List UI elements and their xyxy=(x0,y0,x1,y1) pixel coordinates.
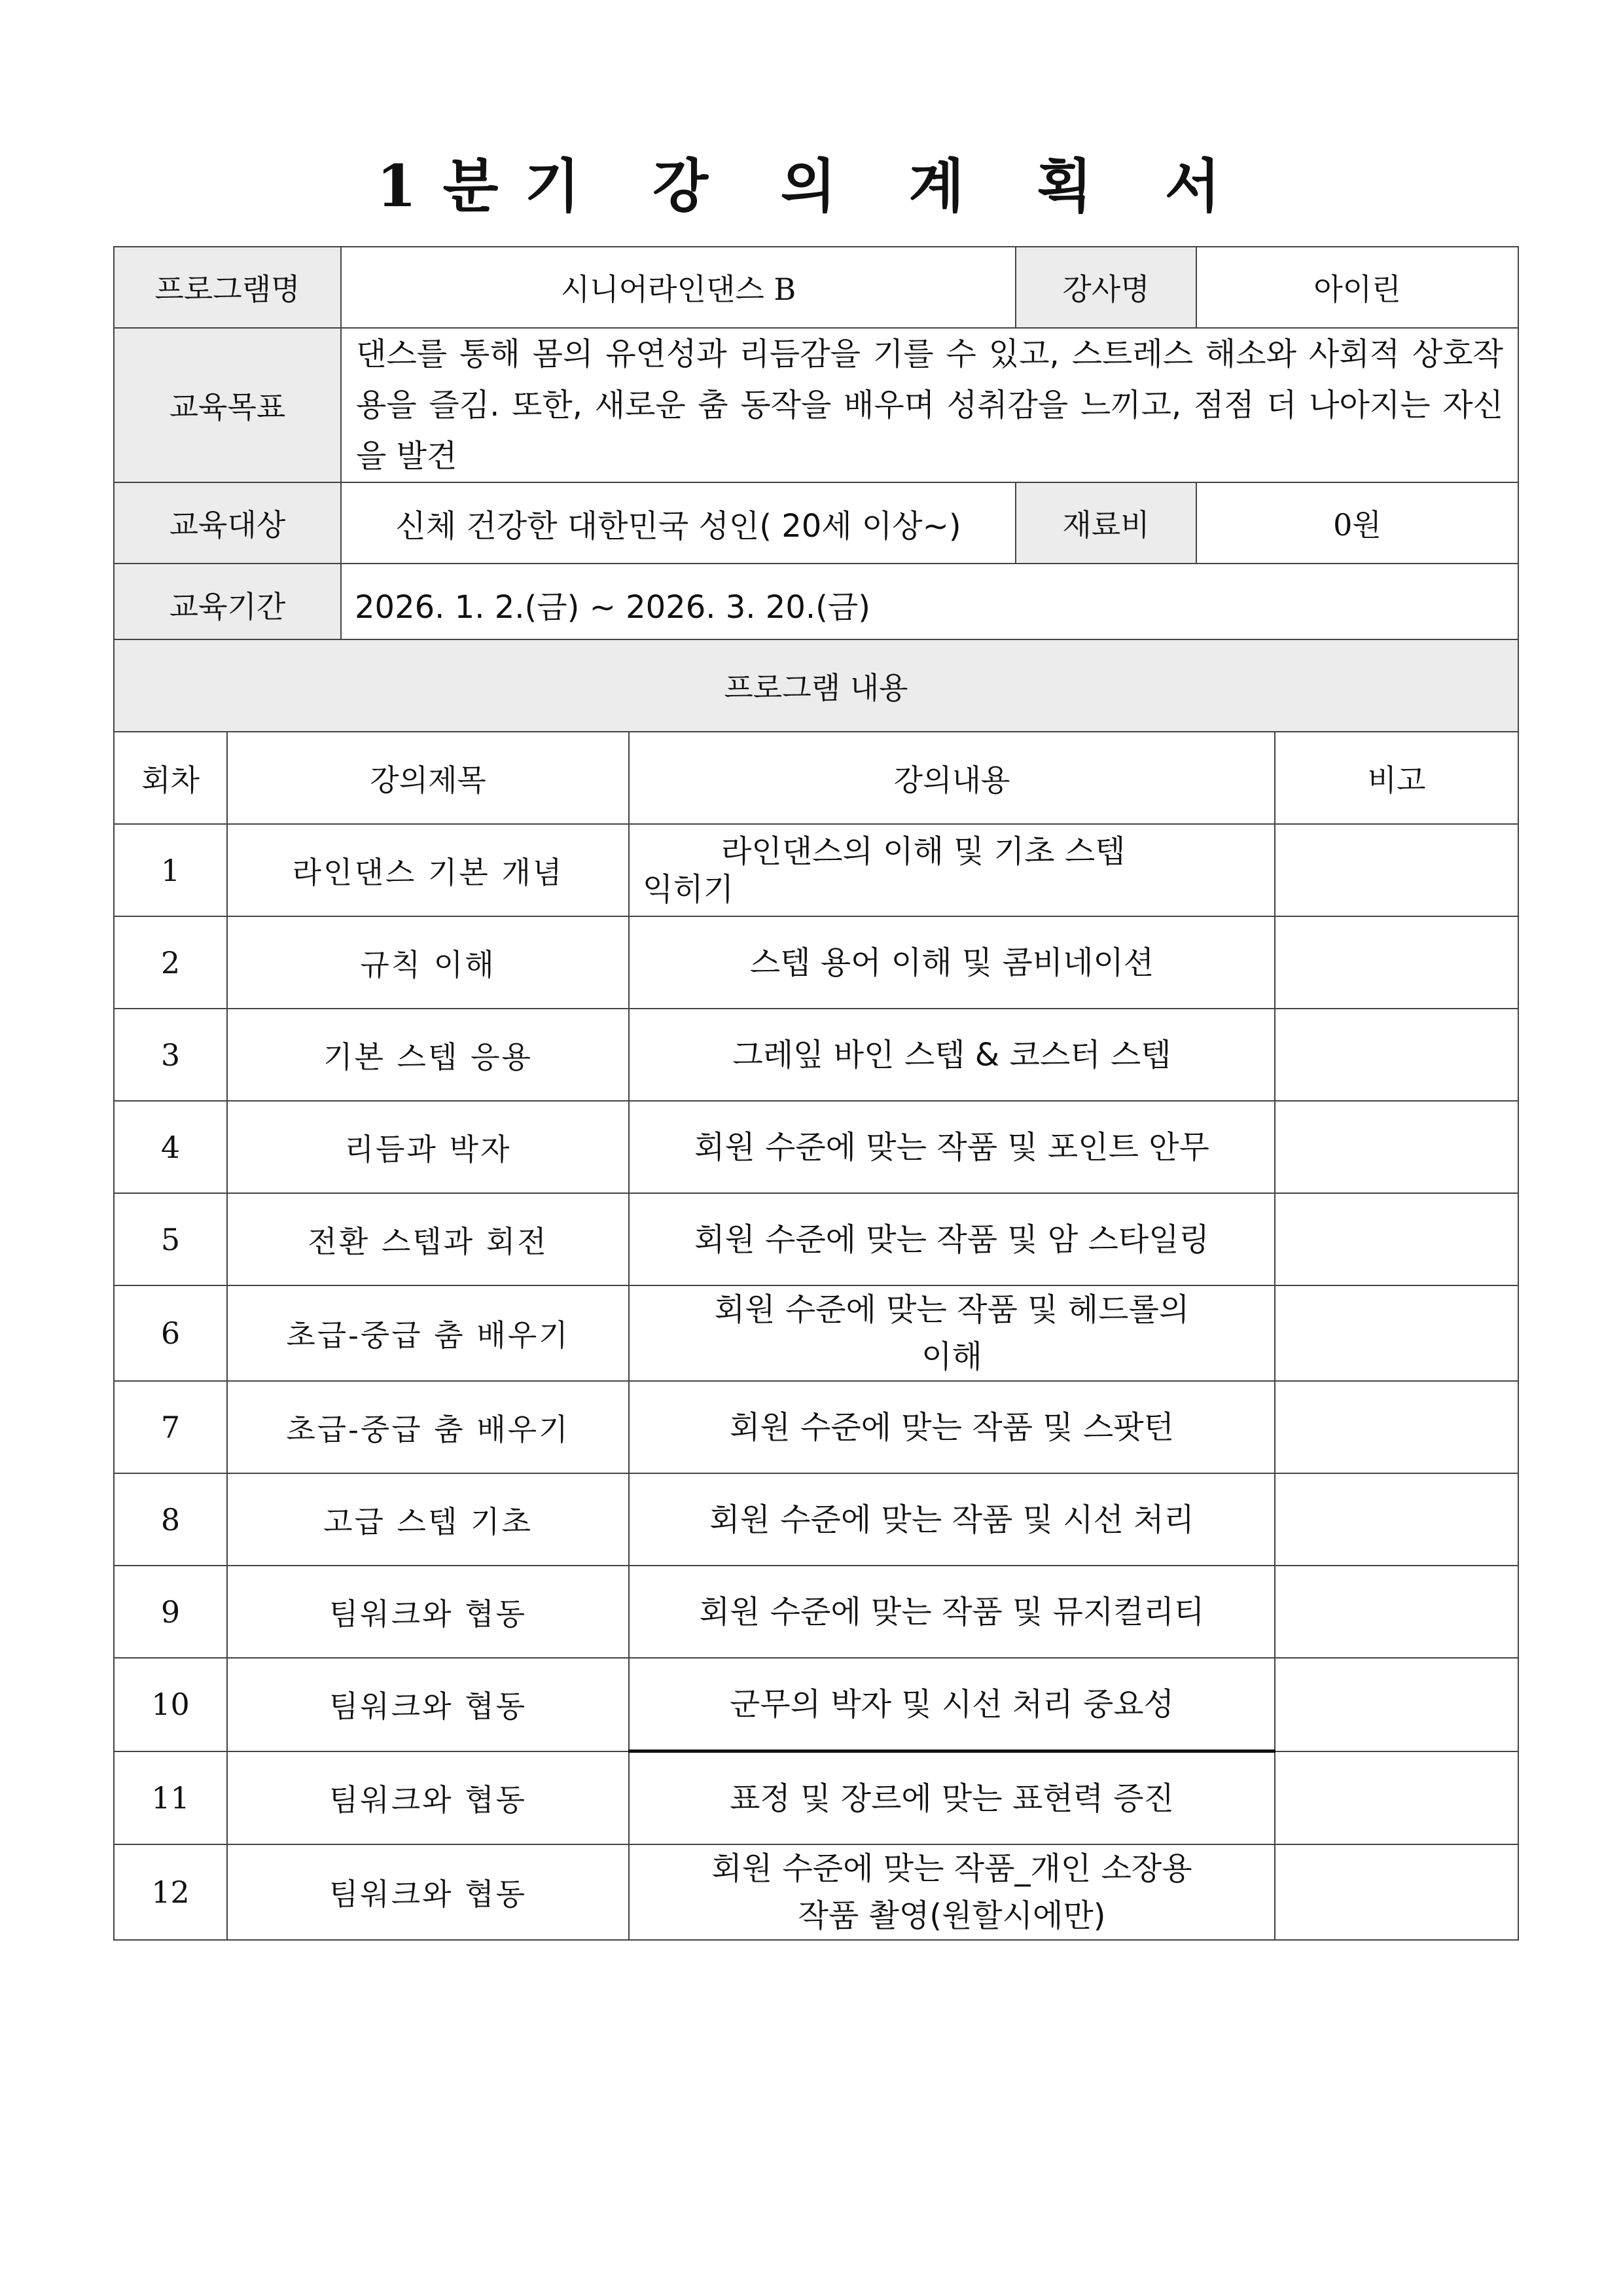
note-cell xyxy=(1275,1193,1518,1285)
goal-label: 교육목표 xyxy=(114,328,341,482)
lecture-title: 기본 스텝 응용 xyxy=(227,1009,629,1101)
material-value: 0원 xyxy=(1196,482,1518,564)
session-number: 12 xyxy=(114,1844,227,1940)
info-table xyxy=(113,246,1519,646)
table-row xyxy=(114,1193,1518,1285)
session-number: 1 xyxy=(114,824,227,916)
table-row xyxy=(114,1009,1518,1101)
lecture-content: 회원 수준에 맞는 작품 및 시선 처리 xyxy=(629,1473,1275,1566)
info-row-program xyxy=(114,247,1518,328)
note-cell xyxy=(1275,1473,1518,1566)
lecture-title: 팀워크와 협동 xyxy=(227,1658,629,1751)
session-number: 4 xyxy=(114,1101,227,1193)
note-cell xyxy=(1275,1566,1518,1658)
target-value: 신체 건강한 대한민국 성인( 20세 이상~) xyxy=(341,482,1016,564)
info-row-period xyxy=(114,564,1518,645)
lecture-title: 리듬과 박자 xyxy=(227,1101,629,1193)
col-header-session: 회차 xyxy=(114,732,227,824)
section-header-row xyxy=(114,639,1518,732)
column-header-row xyxy=(114,732,1518,824)
table-row xyxy=(114,1381,1518,1473)
program-label: 프로그램명 xyxy=(114,247,341,328)
lecture-content xyxy=(629,1844,1275,1940)
instructor-label: 강사명 xyxy=(1016,247,1196,328)
session-number: 2 xyxy=(114,916,227,1009)
lecture-title: 팀워크와 협동 xyxy=(227,1844,629,1940)
table-row xyxy=(114,1844,1518,1940)
note-cell xyxy=(1275,916,1518,1009)
content-line-2: 이해 xyxy=(921,1338,982,1375)
session-number: 3 xyxy=(114,1009,227,1101)
lecture-title: 규칙 이해 xyxy=(227,916,629,1009)
plan-table xyxy=(113,639,1519,1941)
program-value: 시니어라인댄스 B xyxy=(341,247,1016,328)
table-row xyxy=(114,1658,1518,1751)
lecture-content: 회원 수준에 맞는 작품 및 암 스타일링 xyxy=(629,1193,1275,1285)
info-row-goal xyxy=(114,328,1518,482)
goal-value: 댄스를 통해 몸의 유연성과 리듬감을 기를 수 있고, 스트레스 해소와 사회적 상호작용을 즐김. 또한, 새로운 춤 동작을 배우며 성취감을 느끼고, 점점 더 나아지는 자신을 발견 xyxy=(341,328,1518,482)
table-row xyxy=(114,1751,1518,1845)
lecture-content: 스텝 용어 이해 및 콤비네이션 xyxy=(629,916,1275,1009)
lecture-title: 팀워크와 협동 xyxy=(227,1751,629,1845)
table-row xyxy=(114,916,1518,1009)
content-line-2: 익히기 xyxy=(643,870,734,908)
lecture-content xyxy=(629,824,1275,916)
lecture-title: 라인댄스 기본 개념 xyxy=(227,824,629,916)
lecture-content: 그레잎 바인 스텝 & 코스터 스텝 xyxy=(629,1009,1275,1101)
session-number: 9 xyxy=(114,1566,227,1658)
content-line-1: 회원 수준에 맞는 작품_개인 소장용 xyxy=(711,1850,1192,1887)
section-title: 프로그램 내용 xyxy=(114,639,1518,732)
col-header-note: 비고 xyxy=(1275,732,1518,824)
lecture-title: 전환 스텝과 회전 xyxy=(227,1193,629,1285)
table-row xyxy=(114,1285,1518,1381)
col-header-title: 강의제목 xyxy=(227,732,629,824)
lecture-title: 팀워크와 협동 xyxy=(227,1566,629,1658)
content-line-1: 회원 수준에 맞는 작품 및 헤드롤의 xyxy=(714,1291,1190,1328)
session-number: 10 xyxy=(114,1658,227,1751)
lecture-title: 고급 스텝 기초 xyxy=(227,1473,629,1566)
info-row-target xyxy=(114,482,1518,564)
lecture-content: 회원 수준에 맞는 작품 및 스팟턴 xyxy=(629,1381,1275,1473)
content-line-1: 라인댄스의 이해 및 기초 스텝 xyxy=(721,833,1126,870)
note-cell xyxy=(1275,1285,1518,1381)
session-number: 7 xyxy=(114,1381,227,1473)
page-title: 1분기 강 의 계 획 서 xyxy=(376,152,1247,220)
note-cell xyxy=(1275,1101,1518,1193)
table-row xyxy=(114,1101,1518,1193)
session-number: 11 xyxy=(114,1751,227,1845)
note-cell xyxy=(1275,1658,1518,1751)
note-cell xyxy=(1275,1751,1518,1845)
note-cell xyxy=(1275,1381,1518,1473)
table-row xyxy=(114,1566,1518,1658)
col-header-content: 강의내용 xyxy=(629,732,1275,824)
period-label: 교육기간 xyxy=(114,564,341,645)
session-number: 5 xyxy=(114,1193,227,1285)
lecture-title: 초급-중급 춤 배우기 xyxy=(227,1381,629,1473)
session-number: 6 xyxy=(114,1285,227,1381)
lecture-content: 회원 수준에 맞는 작품 및 포인트 안무 xyxy=(629,1101,1275,1193)
table-row xyxy=(114,824,1518,916)
period-value: 2026. 1. 2.(금) ~ 2026. 3. 20.(금) xyxy=(341,564,1518,645)
note-cell xyxy=(1275,824,1518,916)
lecture-content: 회원 수준에 맞는 작품 및 뮤지컬리티 xyxy=(629,1566,1275,1658)
instructor-value: 아이린 xyxy=(1196,247,1518,328)
lecture-title: 초급-중급 춤 배우기 xyxy=(227,1285,629,1381)
session-number: 8 xyxy=(114,1473,227,1566)
note-cell xyxy=(1275,1009,1518,1101)
table-row xyxy=(114,1473,1518,1566)
lecture-content: 군무의 박자 및 시선 처리 중요성 xyxy=(629,1658,1275,1751)
material-label: 재료비 xyxy=(1016,482,1196,564)
note-cell xyxy=(1275,1844,1518,1940)
target-label: 교육대상 xyxy=(114,482,341,564)
lecture-content: 표정 및 장르에 맞는 표현력 증진 xyxy=(629,1751,1275,1845)
lecture-content xyxy=(629,1285,1275,1381)
content-line-2: 작품 촬영(원할시에만) xyxy=(798,1897,1106,1934)
